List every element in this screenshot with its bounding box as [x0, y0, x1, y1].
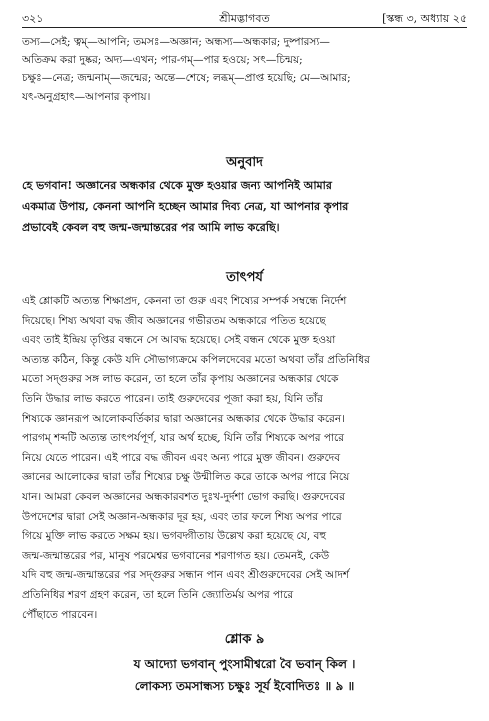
verse-line: লোকস্য তমসান্ধস্য চক্ষুঃ সূর্য ইবোদিতঃ ॥ ৯ ॥: [134, 679, 355, 693]
translation-block: [22, 175, 467, 238]
purport-line: পারগম্ শব্দটি অত্যন্ত তাৎপর্যপূর্ণ, যার অর্থ হচ্ছে, যিনি তাঁর শিষ্যকে অপর পারে: [22, 432, 345, 445]
purport-line: এই শ্লোকটি অত্যন্ত শিক্ষাপ্রদ, কেননা তা গুরু এবং শিষ্যের সম্পর্ক সম্বন্ধে নির্দেশ: [22, 295, 347, 307]
purport-line: গিয়ে মুক্তি লাভ করতে সক্ষম হয়। ভগবদ্গীতায় উল্লেখ করা হয়েছে যে, বহু: [22, 530, 327, 543]
purport-line: জন্ম-জন্মান্তরের পর, মানুষ পরমেশ্বর ভগবানের শরণাগত হয়। তেমনই, কেউ: [22, 549, 330, 562]
purport-line: তিনি উদ্ধার লাভ করতে পারেন। তাই গুরুদেবের পূজা করা হয়, যিনি তাঁর: [22, 392, 323, 405]
purport-line: পৌঁছাতে পারবেন।: [22, 608, 98, 621]
synonyms-line: চক্ষুঃ—নেত্র; জন্মনাম্—জন্মের; অন্তে—শেষে; লব্ধম্—প্রাপ্ত হয়েছি; মে—আমার;: [22, 72, 351, 85]
purport-line: অত্যন্ত কঠিন, কিন্তু কেউ যদি সৌভাগ্যক্রমে কপিলদেবের মতো অথবা তাঁর প্রতিনিধির: [22, 353, 370, 366]
sanskrit-verse: [22, 653, 467, 697]
translation-line: প্রভাবেই কেবল বহু জন্ম-জন্মান্তরের পর আমি লাভ করেছি।: [22, 221, 280, 234]
translation-heading: অনুবাদ: [226, 155, 263, 170]
running-header: [22, 8, 467, 28]
verse-line: য আদ্যো ভগবান্ পুংসামীশ্বরো বৈ ভবান্ কিল ।: [133, 657, 356, 671]
chapter-reference: [স্কন্ধ ৩, অধ্যায় ২৫: [382, 12, 467, 25]
synonyms-line: যৎ-অনুগ্রহাৎ—আপনার কৃপায়।: [22, 90, 151, 103]
purport-line: এবং তাই ইন্দ্রিয় তৃপ্তির বন্ধনে সে আবদ্ধ হয়েছে। সেই বন্ধন থেকে মুক্ত হওয়া: [22, 334, 336, 347]
synonyms-line: তস্য—সেই; ত্বম্—আপনি; তমসঃ—অজ্ঞান; অন্ধস্য—অন্ধকার; দুষ্পারস্য—: [22, 36, 330, 48]
purport-line: প্রতিনিধির শরণ গ্রহণ করেন, তা হলে তিনি জ্যোতির্ময় অপর পারে: [22, 588, 294, 601]
purport-line: যান। আমরা কেবল অজ্ঞানের অন্ধকারবশত দুঃখ-দুর্দশা ভোগ করছি। গুরুদেবের: [22, 490, 345, 503]
book-title: শ্রীমদ্ভাগবত: [219, 12, 270, 25]
purport-line: শিষ্যকে জ্ঞানরূপ আলোকবর্তিকার দ্বারা অজ্ঞানের অন্ধকার থেকে উদ্ধার করেন।: [22, 412, 345, 425]
purport-line: নিয়ে যেতে পারেন। এই পারে বদ্ধ জীবন এবং অন্য পারে মুক্ত জীবন। গুরুদেব: [22, 451, 341, 464]
purport-block: [22, 292, 467, 625]
synonyms-block: [22, 33, 467, 106]
purport-line: জ্ঞানের আলোকের দ্বারা তাঁর শিষ্যের চক্ষু উন্মীলিত করে তাকে অপর পারে নিয়ে: [22, 471, 350, 484]
purport-line: যদি বহু জন্ম-জন্মান্তরের পর সদ্গুরুর সন্ধান পান এবং শ্রীগুরুদেবের সেই আদর্শ: [22, 569, 350, 582]
page-number: ৩২১: [22, 12, 44, 25]
purport-line: মতো সদ্গুরুর সঙ্গ লাভ করেন, তা হলে তাঁর কৃপায় অজ্ঞানের অন্ধকার থেকে: [22, 373, 339, 386]
verse-heading: শ্লোক ৯: [224, 632, 265, 647]
purport-heading: তাৎপর্য: [226, 270, 263, 285]
header-rule: [22, 27, 467, 28]
purport-line: দিয়েছে। শিষ্য অথবা বদ্ধ জীব অজ্ঞানের গভীরতম অন্ধকারে পতিত হয়েছে: [22, 314, 326, 327]
translation-line: হে ভগবান! অজ্ঞানের অন্ধকার থেকে মুক্ত হওয়ার জন্য আপনিই আমার: [22, 179, 332, 192]
synonyms-line: অতিক্রম করা দুষ্কর; অদ্য—এখন; পার-গম্—পার হওয়ে; সৎ—চিন্ময়;: [22, 54, 303, 67]
translation-line: একমাত্র উপায়, কেননা আপনি হচ্ছেন আমার দিব্য নেত্র, যা আপনার কৃপার: [22, 200, 349, 213]
purport-line: উপদেশের দ্বারা সেই অজ্ঞান-অন্ধকার দূর হয়, এবং তার ফলে শিষ্য অপর পারে: [22, 510, 342, 523]
